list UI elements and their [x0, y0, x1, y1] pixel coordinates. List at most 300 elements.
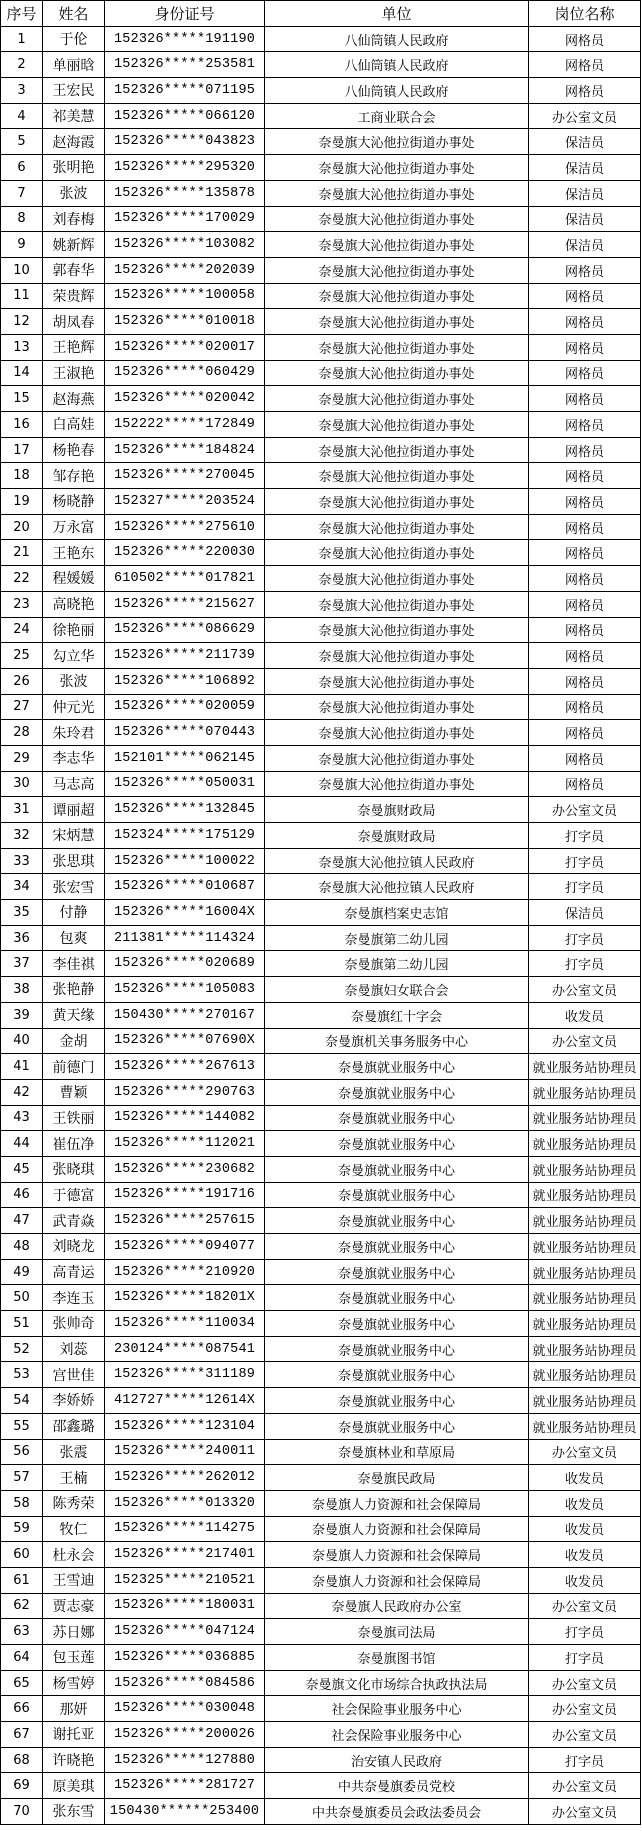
cell-id-number: 152326*****180031 [105, 1593, 265, 1619]
cell-id-number: 152326*****036885 [105, 1645, 265, 1671]
cell-name: 王艳辉 [43, 334, 105, 360]
cell-id-number: 152326*****267613 [105, 1054, 265, 1080]
cell-id-number: 152326*****105083 [105, 977, 265, 1003]
table-row [1, 1388, 641, 1414]
cell-seq: 27 [1, 694, 43, 720]
cell-post: 收发员 [529, 1567, 641, 1593]
cell-unit: 奈曼旗大沁他拉街道办事处 [265, 437, 529, 463]
cell-id-number: 152326*****071195 [105, 78, 265, 104]
cell-unit: 奈曼旗大沁他拉街道办事处 [265, 668, 529, 694]
cell-id-number: 152326*****112021 [105, 1131, 265, 1157]
cell-name: 谢托亚 [43, 1722, 105, 1748]
cell-seq: 28 [1, 720, 43, 746]
table-row [1, 1645, 641, 1671]
cell-id-number: 152326*****191716 [105, 1182, 265, 1208]
cell-name: 万永富 [43, 514, 105, 540]
cell-name: 徐艳丽 [43, 617, 105, 643]
cell-seq: 46 [1, 1182, 43, 1208]
table-row [1, 1799, 641, 1825]
cell-name: 王雪迪 [43, 1567, 105, 1593]
cell-post: 网格员 [529, 52, 641, 78]
cell-unit: 奈曼旗就业服务中心 [265, 1234, 529, 1260]
cell-seq: 52 [1, 1336, 43, 1362]
cell-post: 收发员 [529, 1002, 641, 1028]
cell-unit: 奈曼旗大沁他拉街道办事处 [265, 232, 529, 258]
cell-post: 办公室文员 [529, 1439, 641, 1465]
cell-name: 李连玉 [43, 1285, 105, 1311]
table-row [1, 1311, 641, 1337]
cell-post: 网格员 [529, 309, 641, 335]
cell-name: 胡凤春 [43, 309, 105, 335]
cell-id-number: 152326*****18201X [105, 1285, 265, 1311]
cell-id-number: 152326*****066120 [105, 103, 265, 129]
cell-name: 姚新辉 [43, 232, 105, 258]
cell-post: 办公室文员 [529, 103, 641, 129]
table-row [1, 463, 641, 489]
cell-name: 赵海燕 [43, 386, 105, 412]
cell-name: 王淑艳 [43, 360, 105, 386]
cell-name: 仲元光 [43, 694, 105, 720]
cell-post: 就业服务站协理员 [529, 1156, 641, 1182]
cell-id-number: 152326*****110034 [105, 1311, 265, 1337]
cell-seq: 67 [1, 1722, 43, 1748]
cell-seq: 25 [1, 643, 43, 669]
cell-post: 就业服务站协理员 [529, 1182, 641, 1208]
cell-post: 收发员 [529, 1490, 641, 1516]
cell-name: 刘春梅 [43, 206, 105, 232]
cell-unit: 奈曼旗大沁他拉街道办事处 [265, 412, 529, 438]
cell-post: 网格员 [529, 694, 641, 720]
cell-unit: 奈曼旗大沁他拉街道办事处 [265, 771, 529, 797]
cell-post: 就业服务站协理员 [529, 1311, 641, 1337]
table-row [1, 1054, 641, 1080]
cell-id-number: 152326*****184824 [105, 437, 265, 463]
table-row [1, 1336, 641, 1362]
cell-seq: 32 [1, 823, 43, 849]
table-row [1, 129, 641, 155]
cell-id-number: 152326*****16004X [105, 900, 265, 926]
table-row [1, 283, 641, 309]
cell-unit: 奈曼旗大沁他拉街道办事处 [265, 334, 529, 360]
cell-id-number: 152326*****123104 [105, 1413, 265, 1439]
cell-seq: 5 [1, 129, 43, 155]
cell-post: 网格员 [529, 257, 641, 283]
cell-unit: 奈曼旗就业服务中心 [265, 1259, 529, 1285]
table-row [1, 78, 641, 104]
table-row [1, 155, 641, 181]
cell-post: 办公室文员 [529, 1799, 641, 1825]
cell-id-number: 152326*****217401 [105, 1542, 265, 1568]
cell-seq: 58 [1, 1490, 43, 1516]
cell-post: 保洁员 [529, 232, 641, 258]
cell-unit: 奈曼旗就业服务中心 [265, 1105, 529, 1131]
cell-id-number: 152326*****240011 [105, 1439, 265, 1465]
cell-seq: 2 [1, 52, 43, 78]
cell-seq: 70 [1, 1799, 43, 1825]
cell-id-number: 152326*****211739 [105, 643, 265, 669]
cell-name: 付静 [43, 900, 105, 926]
cell-seq: 7 [1, 180, 43, 206]
cell-post: 就业服务站协理员 [529, 1105, 641, 1131]
cell-id-number: 152326*****100058 [105, 283, 265, 309]
cell-id-number: 152326*****020059 [105, 694, 265, 720]
cell-seq: 35 [1, 900, 43, 926]
cell-id-number: 152326*****070443 [105, 720, 265, 746]
cell-post: 网格员 [529, 437, 641, 463]
cell-seq: 22 [1, 566, 43, 592]
cell-unit: 奈曼旗大沁他拉街道办事处 [265, 540, 529, 566]
cell-unit: 奈曼旗就业服务中心 [265, 1362, 529, 1388]
cell-name: 邹存艳 [43, 463, 105, 489]
cell-unit: 奈曼旗就业服务中心 [265, 1208, 529, 1234]
cell-name: 崔伍净 [43, 1131, 105, 1157]
cell-unit: 工商业联合会 [265, 103, 529, 129]
table-row [1, 1773, 641, 1799]
cell-post: 网格员 [529, 643, 641, 669]
cell-id-number: 152326*****013320 [105, 1490, 265, 1516]
cell-name: 勾立华 [43, 643, 105, 669]
table-row [1, 52, 641, 78]
table-row [1, 334, 641, 360]
cell-id-number: 152326*****100022 [105, 848, 265, 874]
cell-unit: 奈曼旗大沁他拉镇人民政府 [265, 848, 529, 874]
cell-name: 王楠 [43, 1465, 105, 1491]
cell-seq: 18 [1, 463, 43, 489]
cell-name: 王宏民 [43, 78, 105, 104]
cell-post: 就业服务站协理员 [529, 1208, 641, 1234]
cell-unit: 奈曼旗大沁他拉镇人民政府 [265, 874, 529, 900]
cell-unit: 社会保险事业服务中心 [265, 1696, 529, 1722]
cell-seq: 61 [1, 1567, 43, 1593]
cell-id-number: 152326*****106892 [105, 668, 265, 694]
cell-seq: 41 [1, 1054, 43, 1080]
cell-seq: 12 [1, 309, 43, 335]
cell-post: 收发员 [529, 1542, 641, 1568]
cell-unit: 奈曼旗档案史志馆 [265, 900, 529, 926]
table-row [1, 925, 641, 951]
cell-unit: 奈曼旗大沁他拉街道办事处 [265, 386, 529, 412]
cell-name: 王艳东 [43, 540, 105, 566]
cell-name: 张明艳 [43, 155, 105, 181]
cell-seq: 6 [1, 155, 43, 181]
cell-post: 网格员 [529, 283, 641, 309]
cell-post: 打字员 [529, 951, 641, 977]
cell-name: 张震 [43, 1439, 105, 1465]
cell-id-number: 152326*****257615 [105, 1208, 265, 1234]
cell-unit: 奈曼旗第二幼儿园 [265, 925, 529, 951]
cell-name: 苏日娜 [43, 1619, 105, 1645]
cell-unit: 奈曼旗大沁他拉街道办事处 [265, 283, 529, 309]
cell-post: 网格员 [529, 26, 641, 52]
cell-name: 杨晓静 [43, 489, 105, 515]
cell-seq: 44 [1, 1131, 43, 1157]
cell-seq: 45 [1, 1156, 43, 1182]
cell-id-number: 150430******253400 [105, 1799, 265, 1825]
cell-id-number: 152326*****020689 [105, 951, 265, 977]
table-row [1, 745, 641, 771]
cell-name: 张艳静 [43, 977, 105, 1003]
cell-name: 王铁丽 [43, 1105, 105, 1131]
cell-seq: 31 [1, 797, 43, 823]
cell-name: 宫世佳 [43, 1362, 105, 1388]
cell-seq: 40 [1, 1028, 43, 1054]
table-row [1, 823, 641, 849]
cell-unit: 奈曼旗大沁他拉街道办事处 [265, 257, 529, 283]
cell-unit: 奈曼旗就业服务中心 [265, 1054, 529, 1080]
cell-unit: 奈曼旗民政局 [265, 1465, 529, 1491]
cell-id-number: 230124*****087541 [105, 1336, 265, 1362]
table-row [1, 617, 641, 643]
cell-unit: 中共奈曼旗委员党校 [265, 1773, 529, 1799]
cell-unit: 八仙筒镇人民政府 [265, 78, 529, 104]
cell-seq: 9 [1, 232, 43, 258]
cell-id-number: 152326*****230682 [105, 1156, 265, 1182]
table-row [1, 1670, 641, 1696]
cell-unit: 奈曼旗人民政府办公室 [265, 1593, 529, 1619]
cell-post: 就业服务站协理员 [529, 1285, 641, 1311]
cell-seq: 69 [1, 1773, 43, 1799]
cell-id-number: 152326*****030048 [105, 1696, 265, 1722]
cell-name: 马志高 [43, 771, 105, 797]
cell-name: 那妍 [43, 1696, 105, 1722]
cell-id-number: 152326*****253581 [105, 52, 265, 78]
cell-name: 许晓艳 [43, 1747, 105, 1773]
cell-seq: 23 [1, 591, 43, 617]
table-row [1, 489, 641, 515]
cell-seq: 33 [1, 848, 43, 874]
cell-name: 金胡 [43, 1028, 105, 1054]
cell-id-number: 152326*****020042 [105, 386, 265, 412]
cell-unit: 奈曼旗大沁他拉街道办事处 [265, 566, 529, 592]
table-row [1, 1439, 641, 1465]
cell-post: 网格员 [529, 591, 641, 617]
cell-post: 网格员 [529, 720, 641, 746]
cell-name: 前德门 [43, 1054, 105, 1080]
table-row [1, 848, 641, 874]
cell-name: 刘蕊 [43, 1336, 105, 1362]
cell-post: 就业服务站协理员 [529, 1054, 641, 1080]
cell-id-number: 152326*****060429 [105, 360, 265, 386]
cell-seq: 42 [1, 1079, 43, 1105]
cell-post: 办公室文员 [529, 1670, 641, 1696]
cell-unit: 奈曼旗大沁他拉街道办事处 [265, 463, 529, 489]
cell-id-number: 152326*****050031 [105, 771, 265, 797]
cell-post: 打字员 [529, 874, 641, 900]
cell-post: 收发员 [529, 1465, 641, 1491]
cell-post: 办公室文员 [529, 1028, 641, 1054]
cell-post: 网格员 [529, 334, 641, 360]
table-row [1, 1362, 641, 1388]
cell-post: 网格员 [529, 566, 641, 592]
cell-seq: 37 [1, 951, 43, 977]
table-row [1, 1208, 641, 1234]
cell-id-number: 152326*****047124 [105, 1619, 265, 1645]
cell-unit: 奈曼旗就业服务中心 [265, 1285, 529, 1311]
cell-name: 包玉莲 [43, 1645, 105, 1671]
cell-post: 网格员 [529, 386, 641, 412]
cell-seq: 14 [1, 360, 43, 386]
cell-name: 包爽 [43, 925, 105, 951]
cell-post: 就业服务站协理员 [529, 1362, 641, 1388]
cell-post: 办公室文员 [529, 977, 641, 1003]
table-header [1, 1, 641, 27]
cell-unit: 奈曼旗大沁他拉街道办事处 [265, 309, 529, 335]
cell-unit: 奈曼旗第二幼儿园 [265, 951, 529, 977]
cell-id-number: 152326*****295320 [105, 155, 265, 181]
cell-seq: 17 [1, 437, 43, 463]
table-row [1, 386, 641, 412]
cell-post: 网格员 [529, 360, 641, 386]
cell-unit: 奈曼旗大沁他拉街道办事处 [265, 206, 529, 232]
table-row [1, 977, 641, 1003]
cell-name: 高晓艳 [43, 591, 105, 617]
cell-id-number: 152326*****275610 [105, 514, 265, 540]
cell-unit: 奈曼旗就业服务中心 [265, 1336, 529, 1362]
cell-id-number: 152326*****084586 [105, 1670, 265, 1696]
table-row [1, 1079, 641, 1105]
cell-name: 赵海霞 [43, 129, 105, 155]
cell-unit: 奈曼旗就业服务中心 [265, 1311, 529, 1337]
cell-id-number: 152326*****200026 [105, 1722, 265, 1748]
cell-name: 张晓琪 [43, 1156, 105, 1182]
cell-seq: 62 [1, 1593, 43, 1619]
table-row [1, 1259, 641, 1285]
table-row [1, 900, 641, 926]
header-post: 岗位名称 [529, 1, 641, 27]
cell-unit: 奈曼旗就业服务中心 [265, 1413, 529, 1439]
cell-seq: 15 [1, 386, 43, 412]
cell-seq: 24 [1, 617, 43, 643]
cell-unit: 奈曼旗就业服务中心 [265, 1131, 529, 1157]
cell-name: 原美琪 [43, 1773, 105, 1799]
cell-name: 张宏雪 [43, 874, 105, 900]
cell-seq: 34 [1, 874, 43, 900]
cell-post: 打字员 [529, 823, 641, 849]
table-row [1, 1028, 641, 1054]
cell-post: 办公室文员 [529, 1722, 641, 1748]
cell-seq: 16 [1, 412, 43, 438]
cell-name: 杜永会 [43, 1542, 105, 1568]
cell-name: 杨雪婷 [43, 1670, 105, 1696]
cell-unit: 治安镇人民政府 [265, 1747, 529, 1773]
cell-unit: 奈曼旗财政局 [265, 823, 529, 849]
cell-name: 张东雪 [43, 1799, 105, 1825]
cell-name: 高青运 [43, 1259, 105, 1285]
cell-id-number: 152325*****210521 [105, 1567, 265, 1593]
cell-seq: 65 [1, 1670, 43, 1696]
cell-id-number: 152326*****290763 [105, 1079, 265, 1105]
cell-seq: 36 [1, 925, 43, 951]
cell-post: 打字员 [529, 848, 641, 874]
cell-post: 保洁员 [529, 155, 641, 181]
cell-post: 收发员 [529, 1516, 641, 1542]
table-row [1, 26, 641, 52]
cell-id-number: 152326*****135878 [105, 180, 265, 206]
table-row [1, 1105, 641, 1131]
cell-unit: 奈曼旗人力资源和社会保障局 [265, 1567, 529, 1593]
cell-id-number: 412727*****12614X [105, 1388, 265, 1414]
cell-seq: 10 [1, 257, 43, 283]
cell-post: 网格员 [529, 745, 641, 771]
cell-unit: 八仙筒镇人民政府 [265, 52, 529, 78]
table-row [1, 257, 641, 283]
table-row [1, 1542, 641, 1568]
table-row [1, 643, 641, 669]
cell-seq: 56 [1, 1439, 43, 1465]
cell-name: 李娇娇 [43, 1388, 105, 1414]
cell-post: 网格员 [529, 514, 641, 540]
cell-post: 网格员 [529, 771, 641, 797]
table-row [1, 1234, 641, 1260]
header-row [1, 1, 641, 27]
cell-post: 就业服务站协理员 [529, 1131, 641, 1157]
cell-unit: 奈曼旗大沁他拉街道办事处 [265, 514, 529, 540]
table-row [1, 1182, 641, 1208]
cell-unit: 奈曼旗大沁他拉街道办事处 [265, 643, 529, 669]
cell-post: 打字员 [529, 925, 641, 951]
cell-post: 网格员 [529, 540, 641, 566]
cell-name: 张思琪 [43, 848, 105, 874]
cell-id-number: 152326*****127880 [105, 1747, 265, 1773]
cell-unit: 奈曼旗林业和草原局 [265, 1439, 529, 1465]
cell-post: 就业服务站协理员 [529, 1079, 641, 1105]
cell-name: 张波 [43, 180, 105, 206]
cell-name: 李志华 [43, 745, 105, 771]
cell-id-number: 211381*****114324 [105, 925, 265, 951]
cell-seq: 60 [1, 1542, 43, 1568]
cell-post: 就业服务站协理员 [529, 1413, 641, 1439]
cell-id-number: 152324*****175129 [105, 823, 265, 849]
cell-id-number: 152222*****172849 [105, 412, 265, 438]
cell-post: 就业服务站协理员 [529, 1336, 641, 1362]
table-row [1, 874, 641, 900]
cell-unit: 奈曼旗人力资源和社会保障局 [265, 1516, 529, 1542]
table-row [1, 360, 641, 386]
cell-post: 网格员 [529, 78, 641, 104]
cell-id-number: 152326*****010018 [105, 309, 265, 335]
cell-unit: 奈曼旗大沁他拉街道办事处 [265, 155, 529, 181]
cell-seq: 29 [1, 745, 43, 771]
header-name: 姓名 [43, 1, 105, 27]
table-row [1, 514, 641, 540]
cell-id-number: 152326*****191190 [105, 26, 265, 52]
cell-id-number: 152326*****170029 [105, 206, 265, 232]
cell-id-number: 152326*****010687 [105, 874, 265, 900]
cell-seq: 51 [1, 1311, 43, 1337]
table-row [1, 1002, 641, 1028]
cell-unit: 奈曼旗大沁他拉街道办事处 [265, 360, 529, 386]
table-body [1, 26, 641, 1824]
table-row [1, 1285, 641, 1311]
table-row [1, 1593, 641, 1619]
cell-post: 办公室文员 [529, 797, 641, 823]
cell-post: 网格员 [529, 617, 641, 643]
table-row [1, 1516, 641, 1542]
table-row [1, 566, 641, 592]
cell-id-number: 152326*****07690X [105, 1028, 265, 1054]
cell-post: 就业服务站协理员 [529, 1234, 641, 1260]
cell-unit: 社会保险事业服务中心 [265, 1722, 529, 1748]
cell-seq: 19 [1, 489, 43, 515]
cell-unit: 奈曼旗机关事务服务中心 [265, 1028, 529, 1054]
cell-id-number: 610502*****017821 [105, 566, 265, 592]
cell-name: 宋炳慧 [43, 823, 105, 849]
cell-id-number: 152101*****062145 [105, 745, 265, 771]
cell-unit: 奈曼旗大沁他拉街道办事处 [265, 745, 529, 771]
cell-seq: 47 [1, 1208, 43, 1234]
cell-unit: 奈曼旗就业服务中心 [265, 1156, 529, 1182]
cell-name: 祁美慧 [43, 103, 105, 129]
